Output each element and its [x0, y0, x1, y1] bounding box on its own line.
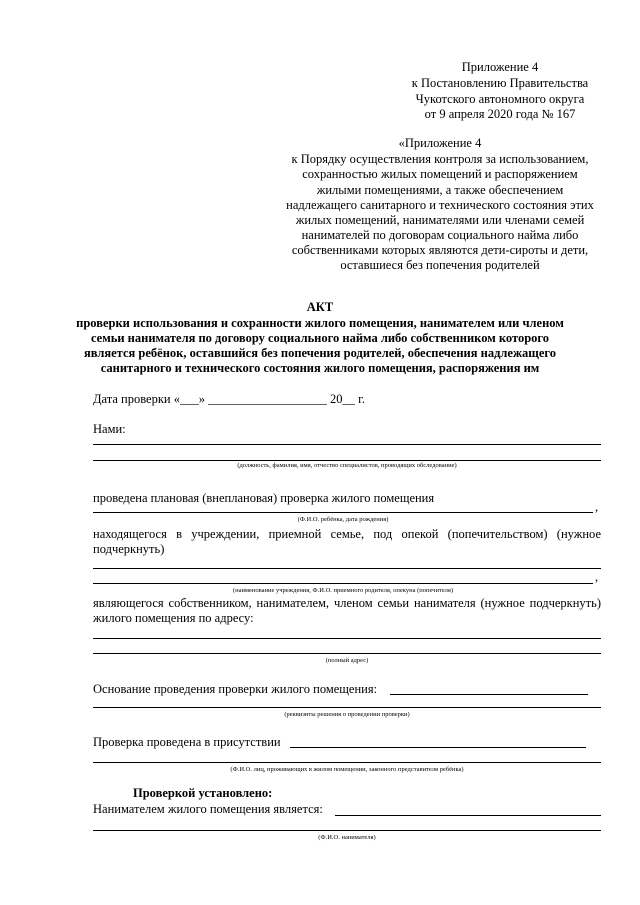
appendix-line: Приложение 4	[461, 60, 539, 74]
basis-caption: (реквизиты решения о проведении проверки)	[284, 711, 410, 718]
tenant-caption: (Ф.И.О. нанимателя)	[318, 834, 376, 841]
inspectors-line[interactable]	[93, 460, 601, 461]
child-name-line[interactable]	[93, 512, 593, 513]
basis-line[interactable]	[93, 707, 601, 708]
address-line[interactable]	[93, 638, 601, 639]
tenant-line[interactable]	[93, 830, 601, 831]
institution-caption: (наименование учреждения, Ф.И.О. приемного родителя, опекуна (попечителя)	[232, 587, 454, 594]
order-line: сохранностью жилых помещений и распоряжением	[302, 167, 578, 181]
institution-line[interactable]	[93, 568, 601, 569]
check-date-field[interactable]: Дата проверки «___» ___________________ 20__ г.	[93, 392, 365, 406]
presence-line[interactable]	[93, 762, 601, 763]
comma: ,	[595, 500, 599, 514]
inspectors-label: Нами:	[93, 422, 126, 436]
inspectors-line[interactable]	[93, 444, 601, 445]
order-line: собственниками которых являются дети-сироты и дети,	[291, 243, 589, 257]
presence-caption: (Ф.И.О. лиц, проживающих в жилом помещении, законного представителя ребёнка)	[230, 766, 464, 773]
established-heading: Проверкой установлено:	[133, 786, 273, 800]
appendix-line: к Постановлению Правительства	[411, 76, 589, 90]
order-line: оставшиеся без попечения родителей	[340, 258, 540, 272]
act-title-line: семьи нанимателя по договору социального найма либо собственником которого	[90, 331, 550, 345]
act-title-line: проверки использования и сохранности жилого помещения, нанимателем или членом	[76, 316, 564, 330]
appendix-line: от 9 апреля 2020 года № 167	[424, 107, 576, 121]
presence-label: Проверка проведена в присутствии	[93, 735, 281, 749]
order-line: жилыми помещениями, а также обеспечением	[316, 183, 564, 197]
appendix-line: Чукотского автономного округа	[415, 92, 585, 106]
owner-text: являющегося собственником, нанимателем, членом семьи нанимателя (нужное подчеркнуть) жилого помещения по адресу:	[93, 596, 601, 625]
act-title-line: санитарного и технического состояния жилого помещения, распоряжения им	[100, 361, 540, 375]
address-line[interactable]	[93, 653, 601, 654]
presence-line[interactable]	[290, 747, 586, 748]
child-caption: (Ф.И.О. ребёнка, дата рождения)	[297, 516, 389, 523]
basis-label: Основание проведения проверки жилого помещения:	[93, 682, 378, 696]
tenant-line[interactable]	[335, 815, 601, 816]
act-title-line: является ребёнок, оставшийся без попечения родителей, обеспечения надлежащего	[84, 346, 556, 360]
inspectors-caption: (должность, фамилия, имя, отчество специалистов, проводящих обследование)	[237, 462, 457, 469]
order-line: жилых помещений, нанимателями или членами семей	[295, 213, 585, 227]
tenant-label: Нанимателем жилого помещения является:	[93, 802, 323, 816]
location-text: находящегося в учреждении, приемной семье, под опекой (попечительством) (нужное подчеркнуть)	[93, 527, 601, 556]
order-line: надлежащего санитарного и технического состояния этих	[286, 198, 594, 212]
order-line: «Приложение 4	[398, 136, 482, 150]
order-line: к Порядку осуществления контроля за использованием,	[291, 152, 589, 166]
act-heading: АКТ	[306, 300, 334, 314]
institution-line[interactable]	[93, 583, 593, 584]
planned-check-text: проведена плановая (внеплановая) проверка жилого помещения	[93, 491, 435, 505]
comma: ,	[595, 570, 599, 584]
address-caption: (полный адрес)	[325, 657, 369, 664]
order-line: нанимателей по договорам социального найма либо	[301, 228, 579, 242]
basis-line[interactable]	[390, 694, 588, 695]
